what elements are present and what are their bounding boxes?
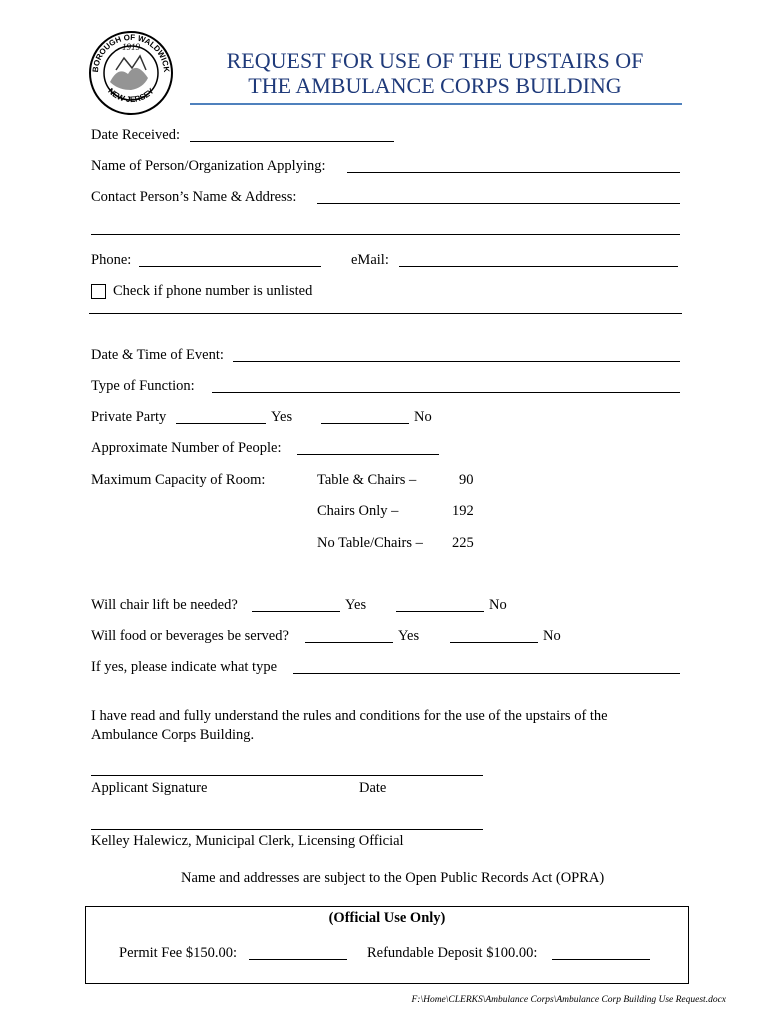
chair-lift-label: Will chair lift be needed? (91, 597, 238, 613)
chair-lift-no-field[interactable] (396, 611, 484, 612)
title-line-1: REQUEST FOR USE OF THE UPSTAIRS OF (226, 48, 644, 73)
seal-year: 1919 (122, 42, 140, 52)
seal-bottom-text: NEW JERSEY (106, 86, 156, 105)
private-party-no-field[interactable] (321, 423, 409, 424)
food-type-label: If yes, please indicate what type (91, 659, 278, 675)
contact-address-field-line2[interactable] (91, 234, 680, 235)
permit-fee-field[interactable] (249, 959, 347, 960)
private-party-label: Private Party (91, 409, 167, 425)
file-path-footer: F:\Home\CLERKS\Ambulance Corps\Ambulance Corp Building Use Request.docx (411, 995, 726, 1005)
applicant-signature-label: Applicant Signature (91, 780, 208, 796)
agreement-text-line2: Ambulance Corps Building. (91, 727, 255, 743)
capacity-label: Table & Chairs – (317, 472, 417, 488)
food-yes-field[interactable] (305, 642, 393, 643)
capacity-label: Chairs Only – (317, 503, 399, 519)
borough-seal-logo (88, 30, 174, 116)
phone-field[interactable] (139, 266, 321, 267)
email-label: eMail: (351, 252, 389, 268)
deposit-field[interactable] (552, 959, 650, 960)
food-no-label: No (543, 628, 561, 644)
unlisted-phone-label: Check if phone number is unlisted (113, 283, 313, 299)
title-underline (190, 103, 682, 105)
clerk-signature-field[interactable] (91, 829, 483, 830)
capacity-label: No Table/Chairs – (317, 535, 423, 551)
phone-label: Phone: (91, 252, 132, 268)
private-party-no-label: No (414, 409, 432, 425)
chair-lift-no-label: No (489, 597, 507, 613)
approx-people-field[interactable] (297, 454, 439, 455)
function-type-field[interactable] (212, 392, 680, 393)
approx-people-label: Approximate Number of People: (91, 440, 282, 456)
food-no-field[interactable] (450, 642, 538, 643)
capacity-value: 90 (459, 472, 474, 488)
deposit-label: Refundable Deposit $100.00: (367, 945, 538, 961)
food-yes-label: Yes (398, 628, 420, 644)
max-capacity-label: Maximum Capacity of Room: (91, 472, 266, 488)
private-party-yes-label: Yes (271, 409, 293, 425)
function-type-label: Type of Function: (91, 378, 195, 394)
date-time-label: Date & Time of Event: (91, 347, 224, 363)
seal-top-text: BOROUGH OF WALDWICK (90, 32, 172, 73)
date-received-field[interactable] (190, 141, 394, 142)
food-label: Will food or beverages be served? (91, 628, 289, 644)
chair-lift-yes-label: Yes (345, 597, 367, 613)
agreement-text-line1: I have read and fully understand the rules and conditions for the use of the upstairs of the (91, 708, 608, 724)
date-received-label: Date Received: (91, 127, 180, 143)
capacity-value: 225 (452, 535, 474, 551)
capacity-value: 192 (452, 503, 474, 519)
section-divider (89, 313, 682, 314)
food-type-field[interactable] (293, 673, 680, 674)
email-field[interactable] (399, 266, 678, 267)
permit-fee-label: Permit Fee $150.00: (119, 945, 238, 961)
page-title (190, 48, 680, 98)
unlisted-phone-checkbox[interactable] (91, 284, 106, 299)
applicant-signature-field[interactable] (91, 775, 483, 776)
title-line-2: THE AMBULANCE CORPS BUILDING (248, 73, 622, 98)
name-applying-label: Name of Person/Organization Applying: (91, 158, 326, 174)
date-time-field[interactable] (233, 361, 680, 362)
name-applying-field[interactable] (347, 172, 680, 173)
signature-date-label: Date (359, 780, 387, 796)
contact-address-label: Contact Person’s Name & Address: (91, 189, 297, 205)
private-party-yes-field[interactable] (176, 423, 266, 424)
contact-address-field[interactable] (317, 203, 680, 204)
opra-notice: Name and addresses are subject to the Open Public Records Act (OPRA) (181, 870, 605, 886)
official-use-heading: (Official Use Only) (328, 910, 446, 926)
chair-lift-yes-field[interactable] (252, 611, 340, 612)
clerk-name-label: Kelley Halewicz, Municipal Clerk, Licensing Official (91, 833, 404, 849)
